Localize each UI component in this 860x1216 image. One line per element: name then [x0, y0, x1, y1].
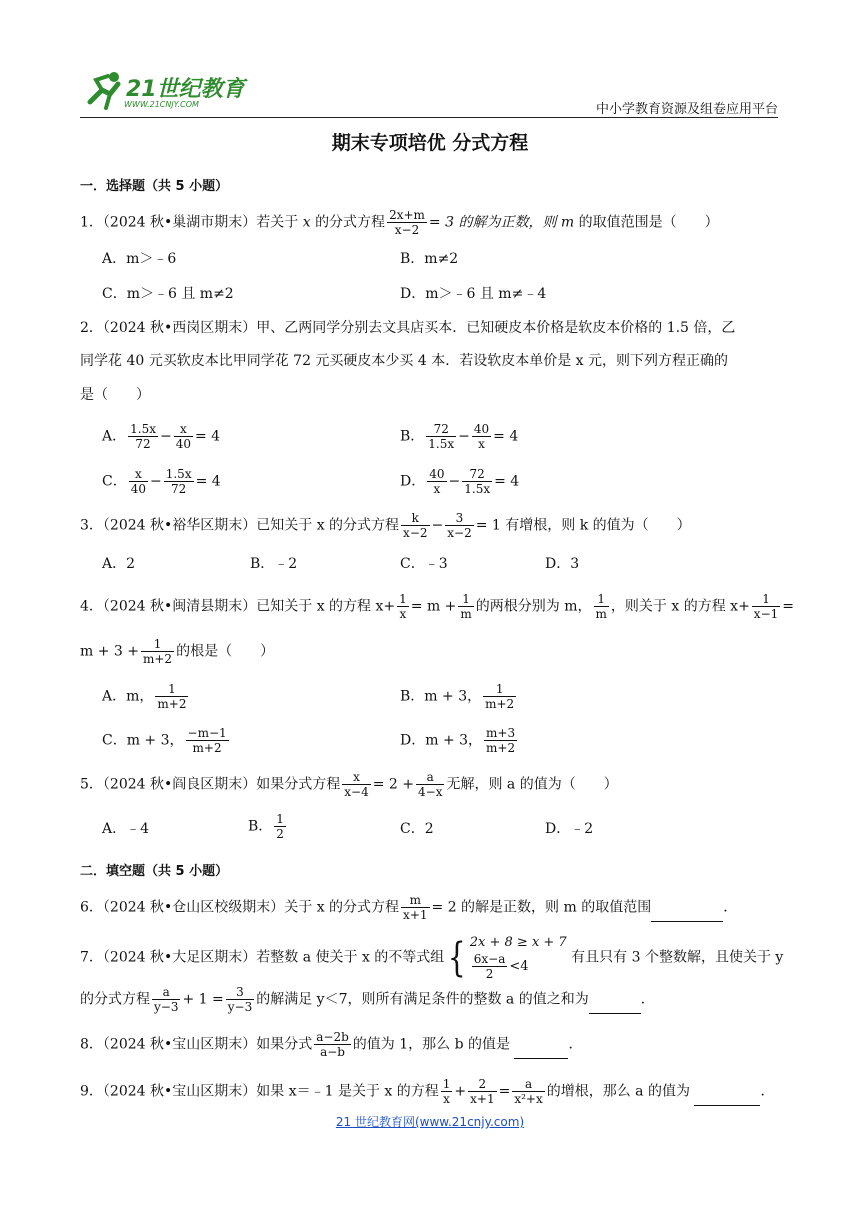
section-choice-heading: 一．选择题（共 5 小题） [80, 179, 229, 194]
q4-option-d: D．m + 3， $\frac{m+3}{m+2}$ [400, 726, 516, 755]
q2-option-a: A． $\frac{1.5x}{72}$ − $\frac{x}{40}$ = 4 [102, 422, 221, 451]
q2-option-c: C． $\frac{x}{40}$ − $\frac{1.5x}{72}$ = 4 [102, 467, 221, 496]
q3-option-a: A．2 [102, 556, 136, 572]
question-6: 6．（2024 秋•仓山区校级期末）关于 x 的分式方程 $\frac{m}{x+1}$ = 2 的解是正数，则 m 的取值范围 ． [80, 893, 738, 922]
platform-name: 中小学教育资源及组卷应用平台 [595, 102, 778, 117]
inequality-system: 2x + 8 ≥ x + 7 $\frac{6x-a}{2}$ <4 [469, 935, 567, 981]
q1-option-a: A．m＞﹣6 [102, 251, 177, 267]
q3-option-d: D．3 [545, 556, 580, 572]
q3-option-c: C．﹣3 [400, 556, 448, 572]
question-4-line1: 4．（2024 秋•闽清县期末）已知关于 x 的方程 x+ $\frac{1}{x}$ = m + $\frac{1}{m}$ 的两根分别为 m， $\frac{1}{m}$ ，则关于 x 的方程 x+ $\frac{1}{x-1}$ = [80, 592, 794, 621]
logo-url: WWW.21CNJY.COM [124, 100, 199, 109]
q4-option-a: A．m， $\frac{1}{m+2}$ [102, 682, 187, 711]
q3-option-b: B．﹣2 [250, 556, 298, 572]
question-7-line1: 7．（2024 秋•大足区期末）若整数 a 使关于 x 的不等式组{ 2x + 8 ≥ x + 7 $\frac{6x-a}{2}$ <4 有且只有 3 个整数解，且使关于 y [80, 934, 784, 981]
logo-text: 21世纪教育 [126, 77, 245, 102]
q1-option-c: C．m＞﹣6 且 m≠2 [102, 286, 234, 302]
q5-option-d: D．﹣2 [545, 821, 594, 837]
answer-blank[interactable] [589, 997, 641, 1014]
brace-icon: { [448, 934, 466, 981]
q5-option-a: A．﹣4 [102, 821, 150, 837]
answer-blank[interactable] [514, 1042, 568, 1059]
q2-option-b: B． $\frac{72}{1.5x}$ − $\frac{40}{x}$ = 4 [400, 422, 519, 451]
answer-blank[interactable] [651, 905, 723, 922]
q5-option-b: B． $\frac{1}{2}$ [248, 812, 284, 841]
question-2-line1: 2．（2024 秋•西岗区期末）甲、乙两同学分别去文具店买本．已知硬皮本价格是软皮本价格的 1.5 倍，乙 [80, 320, 736, 336]
question-9: 9．（2024 秋•宝山区期末）如果 x＝﹣1 是关于 x 的方程 $\frac{1}{x}$ + $\frac{2}{x+1}$ = $\frac{a}{\text{x²+x}}$ 的增根，那么 a 的值为 ． [80, 1077, 775, 1106]
question-8: 8．（2024 秋•宝山区期末）如果分式 $\frac{a-2b}{a-b}$ 的值为 1，那么 b 的值是 ． [80, 1030, 583, 1059]
page-title: 期末专项培优 分式方程 [331, 132, 529, 154]
question-2-line2: 同学花 40 元买软皮本比甲同学花 72 元买硬皮本少买 4 本．若设软皮本单价是 x 元，则下列方程正确的 [80, 353, 729, 369]
section-fill-heading: 二．填空题（共 5 小题） [80, 864, 229, 879]
footer-link[interactable]: 21 世纪教育网(www.21cnjy.com) [335, 1115, 525, 1129]
header-divider [80, 117, 778, 118]
question-1: 1．（2024 秋•巢湖市期末）若关于 x 的分式方程 $\frac{2x+m}{x-2}$ = 3 的解为正数，则 m 的取值范围是（ ） [80, 208, 719, 237]
question-7-line2: 的分式方程 $\frac{a}{y-3}$ + 1 = $\frac{3}{y-3}$ 的解满足 y＜7，则所有满足条件的整数 a 的值之和为 ． [80, 985, 655, 1014]
q4-option-b: B．m + 3， $\frac{1}{m+2}$ [400, 682, 515, 711]
q1-option-d: D．m＞﹣6 且 m≠﹣4 [400, 286, 547, 302]
question-5: 5．（2024 秋•阎良区期末）如果分式方程 $\frac{x}{x-4}$ = 2 + $\frac{a}{4-x}$ 无解，则 a 的值为（ ） [80, 770, 618, 799]
q2-option-d: D． $\frac{40}{x}$ − $\frac{72}{1.5x}$ = 4 [400, 467, 520, 496]
q4-option-c: C．m + 3， $\frac{-m-1}{m+2}$ [102, 726, 227, 755]
question-2-line3: 是（ ） [80, 387, 150, 403]
answer-blank[interactable] [694, 1089, 760, 1106]
q1-option-b: B．m≠2 [400, 251, 459, 267]
question-4-line2: m + 3 + $\frac{1}{m+2}$ 的根是（ ） [80, 637, 275, 666]
logo [80, 68, 250, 114]
fraction: $\frac{2x+m}{x-2}$ [389, 208, 425, 237]
question-3: 3．（2024 秋•裕华区期末）已知关于 x 的分式方程 $\frac{k}{x-2}$ − $\frac{3}{x-2}$ = 1 有增根，则 k 的值为（ ） [80, 511, 691, 540]
q5-option-c: C．2 [400, 821, 434, 837]
